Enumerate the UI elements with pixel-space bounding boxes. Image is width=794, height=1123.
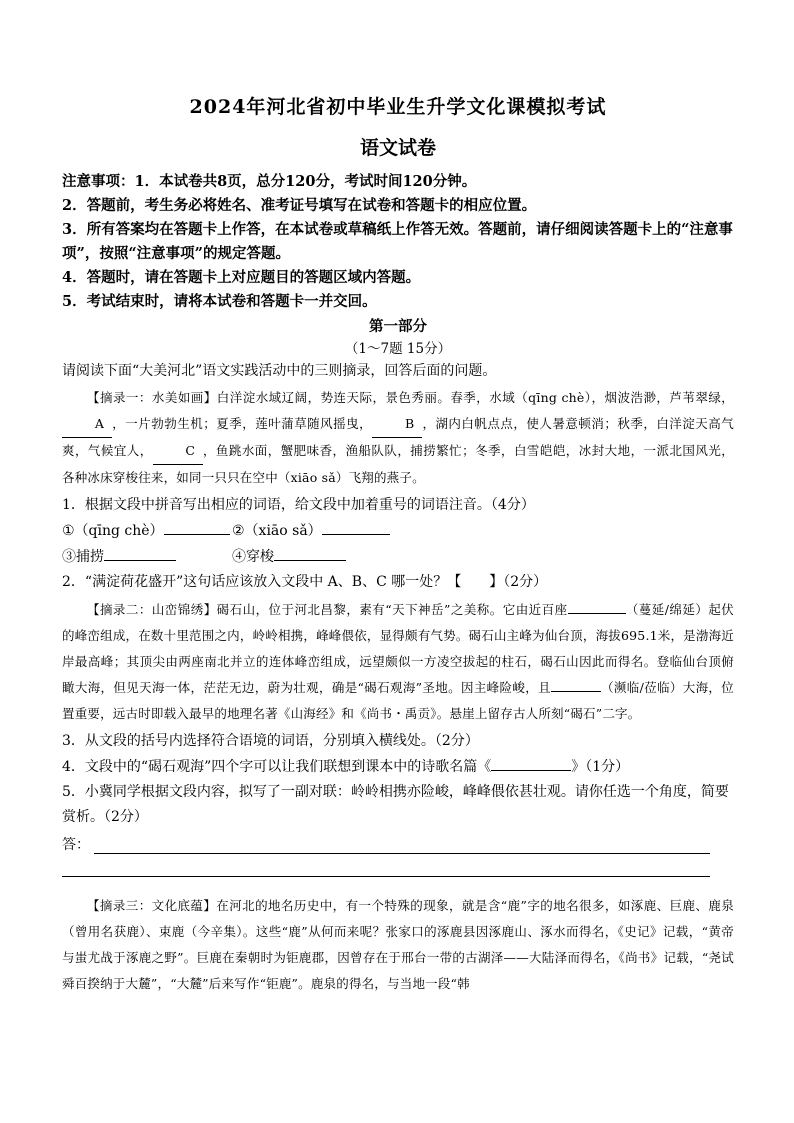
answer-blank[interactable] bbox=[491, 754, 571, 771]
notice-item: 5．考试结束时，请将本试卷和答题卡一并交回。 bbox=[62, 293, 377, 310]
exam-subtitle: 语文试卷 bbox=[359, 137, 436, 159]
blank-a: A bbox=[62, 411, 112, 438]
answer-blank[interactable] bbox=[164, 518, 230, 535]
excerpt-three: 【摘录三：文化底蕴】在河北的地名历史中，有一个特殊的现象，就是含“鹿”字的地名很多，如涿鹿、巨鹿、鹿泉（曾用名获鹿）、束鹿（今辛集）。这些“鹿”从何而来呢？张家口的涿鹿县因涿鹿山、涿水而得名，《史记》记载，“黄帝与蚩尤战于涿鹿之野”。巨鹿在秦朝时为钜鹿郡，因曾存在于邢台一带的古湖泽——大陆泽而得名，《尚书》记载，“尧试舜百揆纳于大麓”，“大麓”后来写作“钜鹿”。鹿泉的得名，与当地一段“韩 bbox=[62, 898, 734, 991]
excerpt-text: ，湖内白帆点点，使人暑意顿消；秋季，白洋淀天高气爽，气候宜人， bbox=[62, 416, 734, 458]
answer-line[interactable] bbox=[94, 835, 710, 854]
question-text: 》（1分） bbox=[571, 759, 630, 775]
exam-title: 2024年河北省初中毕业生升学文化课模拟考试 bbox=[189, 96, 607, 118]
item-label: ②（xiāo sǎ） bbox=[232, 523, 322, 539]
excerpt-one bbox=[62, 385, 734, 491]
answer-blank[interactable] bbox=[551, 675, 601, 692]
question-1-row bbox=[62, 544, 734, 570]
excerpt-text: ，一片勃勃生机；夏季，莲叶蒲草随风摇曳， bbox=[112, 416, 373, 431]
item-label: ④穿梭 bbox=[232, 549, 274, 565]
question-2: 2．“满淀荷花盛开”这句话应该放入文段中 A、B、C 哪一处？【 】（2分） bbox=[62, 574, 548, 590]
spacer bbox=[62, 877, 734, 891]
answer-line[interactable] bbox=[62, 854, 710, 877]
excerpt-text: 【摘录一：水美如画】白洋淀水域辽阔，势连天际，景色秀丽。春季，水域（qīng chè），烟波浩渺，芦苇翠绿， bbox=[87, 390, 734, 405]
answer-cell bbox=[232, 544, 402, 570]
answer-blank[interactable] bbox=[322, 518, 390, 535]
item-label: ③捕捞 bbox=[62, 549, 104, 565]
excerpt-text: （濒临/莅临）大海，位置重要，远古时即载入最早的地理名著《山海经》和《尚书・禹贡》。悬崖上留存古人所刻“碣石”二字。 bbox=[62, 680, 734, 721]
answer-cell bbox=[62, 518, 232, 544]
excerpt-text: ，鱼跳水面，蟹肥味香，渔船队队，捕捞繁忙；冬季，白雪皑皑，冰封大地，一派北国风光，各种冰床穿梭往来，如同一只只在空中（xiāo sǎ）飞翔的燕子。 bbox=[62, 443, 735, 485]
answer-label: 答： bbox=[62, 837, 90, 853]
question-3: 3．从文段的括号内选择符合语境的词语，分别填入横线处。（2分） bbox=[62, 733, 479, 749]
item-label: ①（qīng chè） bbox=[62, 523, 164, 539]
exam-page bbox=[62, 92, 734, 999]
question-1-row bbox=[62, 518, 734, 544]
notice-block bbox=[62, 170, 734, 314]
excerpt-two bbox=[62, 597, 734, 727]
answer-blank[interactable] bbox=[274, 544, 346, 561]
part-intro: 请阅读下面“大美河北”语文实践活动中的三则摘录，回答后面的问题。 bbox=[62, 363, 497, 379]
answer-cell bbox=[232, 518, 402, 544]
blank-b: B bbox=[372, 411, 422, 438]
notice-item: 2．答题前，考生务必将姓名、准考证号填写在试卷和答题卡的相应位置。 bbox=[62, 197, 537, 214]
excerpt-text: 【摘录二：山峦锦绣】碣石山，位于河北昌黎，素有“天下神岳”之美称。它由近百座 bbox=[87, 602, 568, 617]
question-4 bbox=[62, 754, 734, 780]
notice-item: 4．答题时，请在答题卡上对应题目的答题区域内答题。 bbox=[62, 269, 421, 286]
answer-blank[interactable] bbox=[568, 597, 626, 614]
answer-row bbox=[62, 830, 734, 854]
question-text: 4．文段中的“碣石观海”四个字可以让我们联想到课本中的诗歌名篇《 bbox=[62, 759, 492, 775]
notice-item: 注意事项：1．本试卷共8页，总分120分，考试时间120分钟。 bbox=[62, 173, 477, 190]
part-title: 第一部分 bbox=[369, 318, 427, 335]
excerpt-text: （蔓延/绵延）起伏的峰峦组成，在数十里范围之内，岭岭相携，峰峰偎依，显得颇有气势。碣石山主峰为仙台顶，海拔695.1米，是渤海近岸最高峰；其顶尖由两座南北并立的连体峰峦组成，远望颇似一方凌空拔起的柱石，碣石山因此而得名。登临仙台顶俯瞰大海，但见天海一体，茫茫无边，蔚为壮观，确是“碣石观海”圣地。因主峰险峻，且 bbox=[62, 602, 735, 695]
question-5: 5．小冀同学根据文段内容，拟写了一副对联：岭岭相携亦险峻，峰峰偎依甚壮观。请你任选一个角度，简要赏析。（2分） bbox=[62, 784, 729, 825]
answer-cell bbox=[62, 544, 232, 570]
part-subtitle: （1～7题 15分） bbox=[344, 341, 452, 357]
notice-item: 3．所有答案均在答题卡上作答，在本试卷或草稿纸上作答无效。答题前，请仔细阅读答题卡上的“注意事项”，按照“注意事项”的规定答题。 bbox=[62, 221, 733, 262]
blank-c: C bbox=[153, 438, 203, 465]
question-1: 1．根据文段中拼音写出相应的词语，给文段中加着重号的词语注音。（4分） bbox=[62, 497, 535, 513]
answer-blank[interactable] bbox=[104, 544, 176, 561]
